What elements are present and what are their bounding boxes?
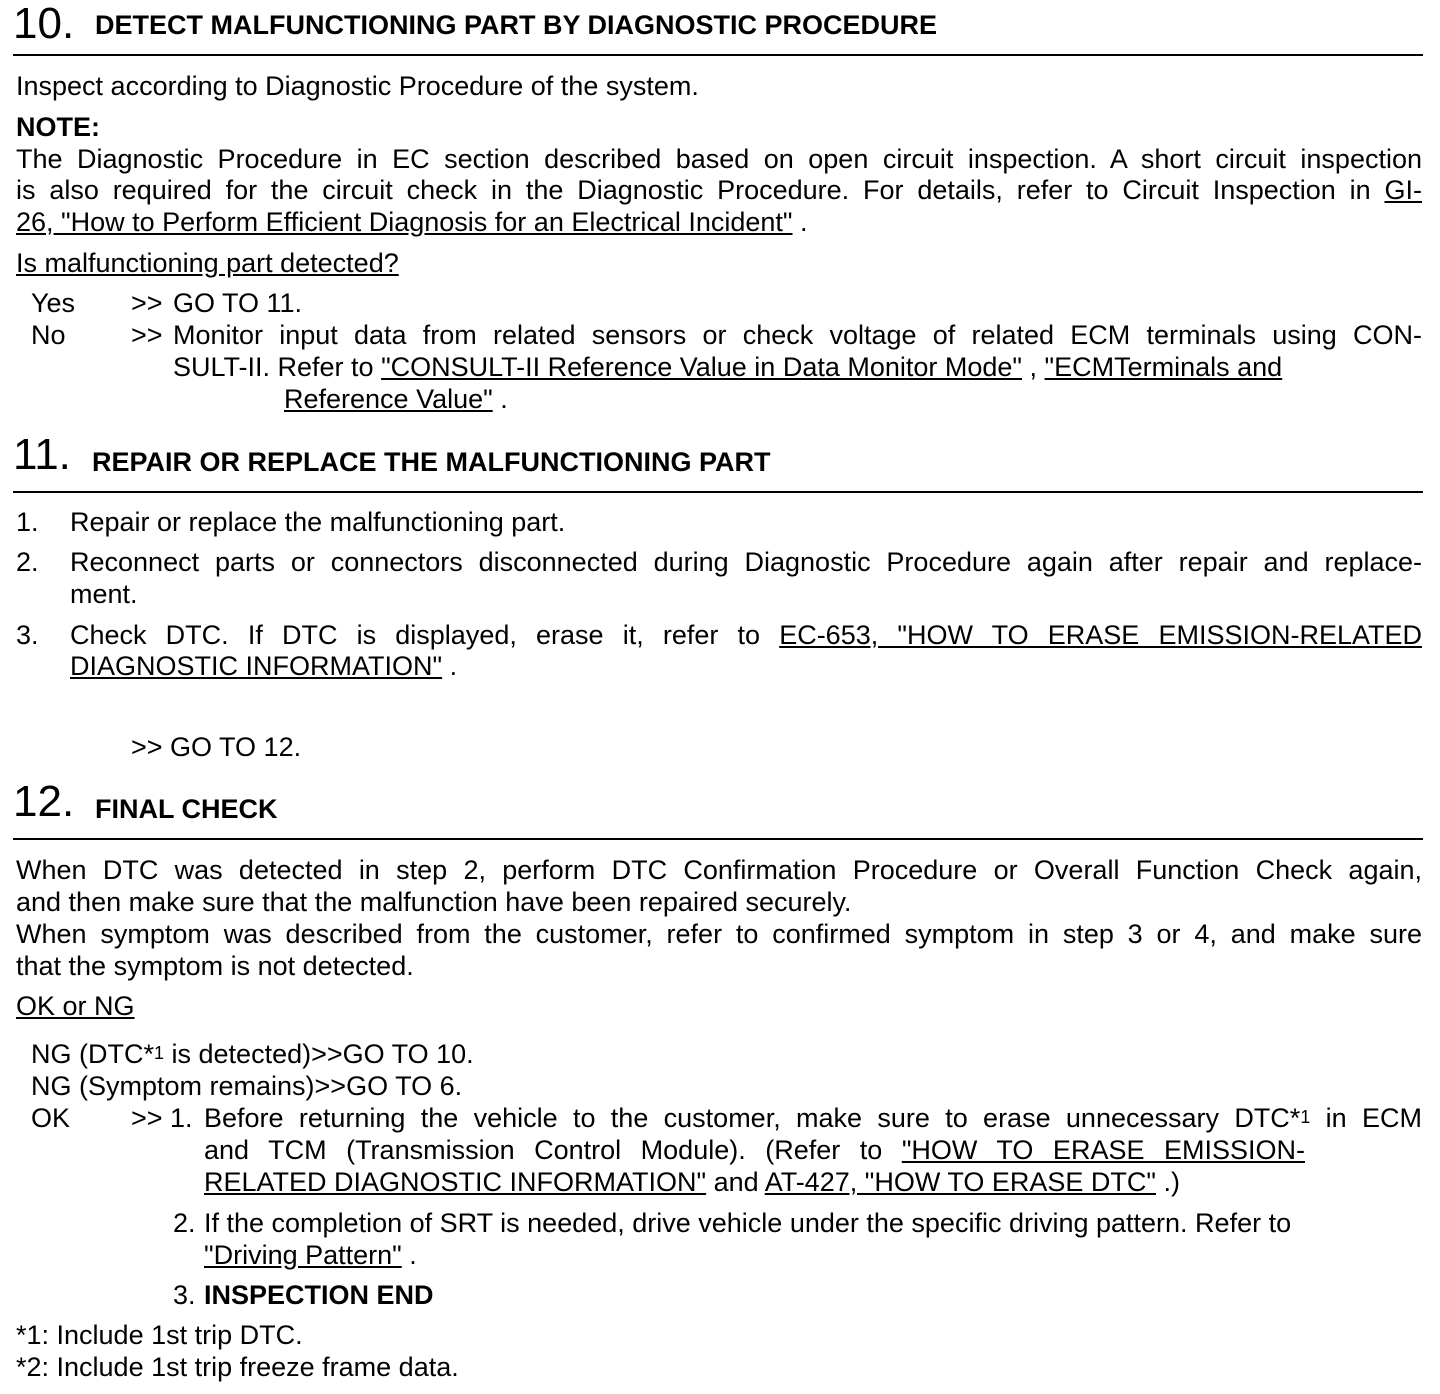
gi-26-link-continued[interactable]: 26, "How to Perform Efficient Diagnosis for an Electrical Incident" [16,207,793,237]
s10-no-line-3: Reference Value" . [284,384,508,414]
s11-item-2-number: 2. [16,547,39,577]
s10-note-line-1: The Diagnostic Procedure in EC section described based on open circuit inspection. A short circuit inspection [16,144,1422,174]
s12-para-1-line-1: When DTC was detected in step 2, perform DTC Confirmation Procedure or Overall Function Check again, [16,855,1422,885]
consult-ii-reference-link[interactable]: "CONSULT-II Reference Value in Data Monitor Mode" [381,352,1023,382]
section-10-title: DETECT MALFUNCTIONING PART BY DIAGNOSTIC PROCEDURE [95,10,938,40]
section-12-number: 12. [13,777,75,826]
s10-yes-text: GO TO 11. [173,288,303,318]
s10-note-line-2: is also required for the circuit check in the Diagnostic Procedure. For details, refer to Circuit Inspection in GI- [16,175,1422,205]
s11-item-2-line-1: Reconnect parts or connectors disconnected during Diagnostic Procedure again after repair and replace- [70,547,1422,577]
s12-ok-label: OK [31,1103,71,1133]
s10-intro: Inspect according to Diagnostic Procedure of the system. [16,71,699,101]
s10-note-line-3: 26, "How to Perform Efficient Diagnosis for an Electrical Incident" . [16,207,808,237]
ec-653-link[interactable]: EC-653, "HOW TO ERASE EMISSION-RELATED [779,620,1423,650]
s12-para-2-line-2: that the symptom is not detected. [16,951,414,981]
s12-ok-2-line-1: If the completion of SRT is needed, drive vehicle under the specific driving pattern. Refer to [204,1208,1292,1238]
section-10-divider [13,54,1423,56]
how-to-erase-emission-link-continued[interactable]: RELATED DIAGNOSTIC INFORMATION" [204,1167,707,1197]
ecm-terminals-link[interactable]: "ECMTerminals and [1044,352,1283,382]
s10-no-arrow: >> [131,320,163,350]
s10-note-label: NOTE: [16,112,100,142]
section-12-title: FINAL CHECK [95,794,278,824]
ec-653-link-continued[interactable]: DIAGNOSTIC INFORMATION" [70,651,443,681]
s12-ok-3-number: 3. [173,1280,196,1310]
s11-item-3-number: 3. [16,620,39,650]
s10-no-line-2: SULT-II. Refer to "CONSULT-II Reference Value in Data Monitor Mode" , "ECMTerminals and [173,352,1283,382]
s11-item-2-line-2: ment. [70,579,138,609]
s12-ok-1-line-1: Before returning the vehicle to the customer, make sure to erase unnecessary DTC*$^1$ in ECM [204,1103,1422,1133]
s10-no-label: No [31,320,66,350]
at-427-link[interactable]: AT-427, "HOW TO ERASE DTC" [764,1167,1156,1197]
s11-item-3-line-2: DIAGNOSTIC INFORMATION" . [70,651,458,681]
ecm-terminals-link-continued[interactable]: Reference Value" [284,384,493,414]
s12-ok-2-line-2: "Driving Pattern" . [204,1240,417,1270]
driving-pattern-link[interactable]: "Driving Pattern" [204,1240,402,1270]
s12-para-2-line-1: When symptom was described from the customer, refer to confirmed symptom in step 3 or 4, and make sure [16,919,1422,949]
s12-ok-2-number: 2. [173,1208,196,1238]
s10-question: Is malfunctioning part detected? [16,248,399,278]
s12-ng-symptom: NG (Symptom remains)>>GO TO 6. [31,1071,463,1101]
gi-26-link[interactable]: GI- [1384,175,1422,205]
footnote-1: *1: Include 1st trip DTC. [16,1320,303,1350]
s12-ng-dtc: NG (DTC*$^1$ is detected)>>GO TO 10. [31,1039,474,1069]
s11-item-1-number: 1. [16,507,39,537]
s12-para-1-line-2: and then make sure that the malfunction have been repaired securely. [16,887,852,917]
how-to-erase-emission-link[interactable]: "HOW TO ERASE EMISSION- [901,1135,1305,1165]
section-11-title: REPAIR OR REPLACE THE MALFUNCTIONING PART [92,447,771,477]
section-10-number: 10. [13,0,75,48]
s12-ok-1-line-2: and TCM (Transmission Control Module). (Refer to "HOW TO ERASE EMISSION- [204,1135,1305,1165]
footnote-2: *2: Include 1st trip freeze frame data. [16,1352,459,1382]
s12-ok-arrow: >> 1. [131,1103,193,1133]
s10-yes-arrow: >> [131,288,163,318]
s11-item-1-text: Repair or replace the malfunctioning part. [70,507,566,537]
s11-item-3-line-1: Check DTC. If DTC is displayed, erase it, refer to EC-653, "HOW TO ERASE EMISSION-RELATED [70,620,1423,650]
section-11-divider [13,491,1423,493]
section-11-number: 11. [13,430,71,479]
s12-ok-1-line-3: RELATED DIAGNOSTIC INFORMATION" and AT-427, "HOW TO ERASE DTC" .) [204,1167,1180,1197]
s12-ok-3-text: INSPECTION END [204,1280,434,1310]
s10-no-line-1: Monitor input data from related sensors or check voltage of related ECM terminals using CON- [173,320,1422,350]
s10-yes-label: Yes [31,288,76,318]
s12-question: OK or NG [16,991,135,1021]
section-12-divider [13,838,1423,840]
s11-goto: >> GO TO 12. [131,732,302,762]
